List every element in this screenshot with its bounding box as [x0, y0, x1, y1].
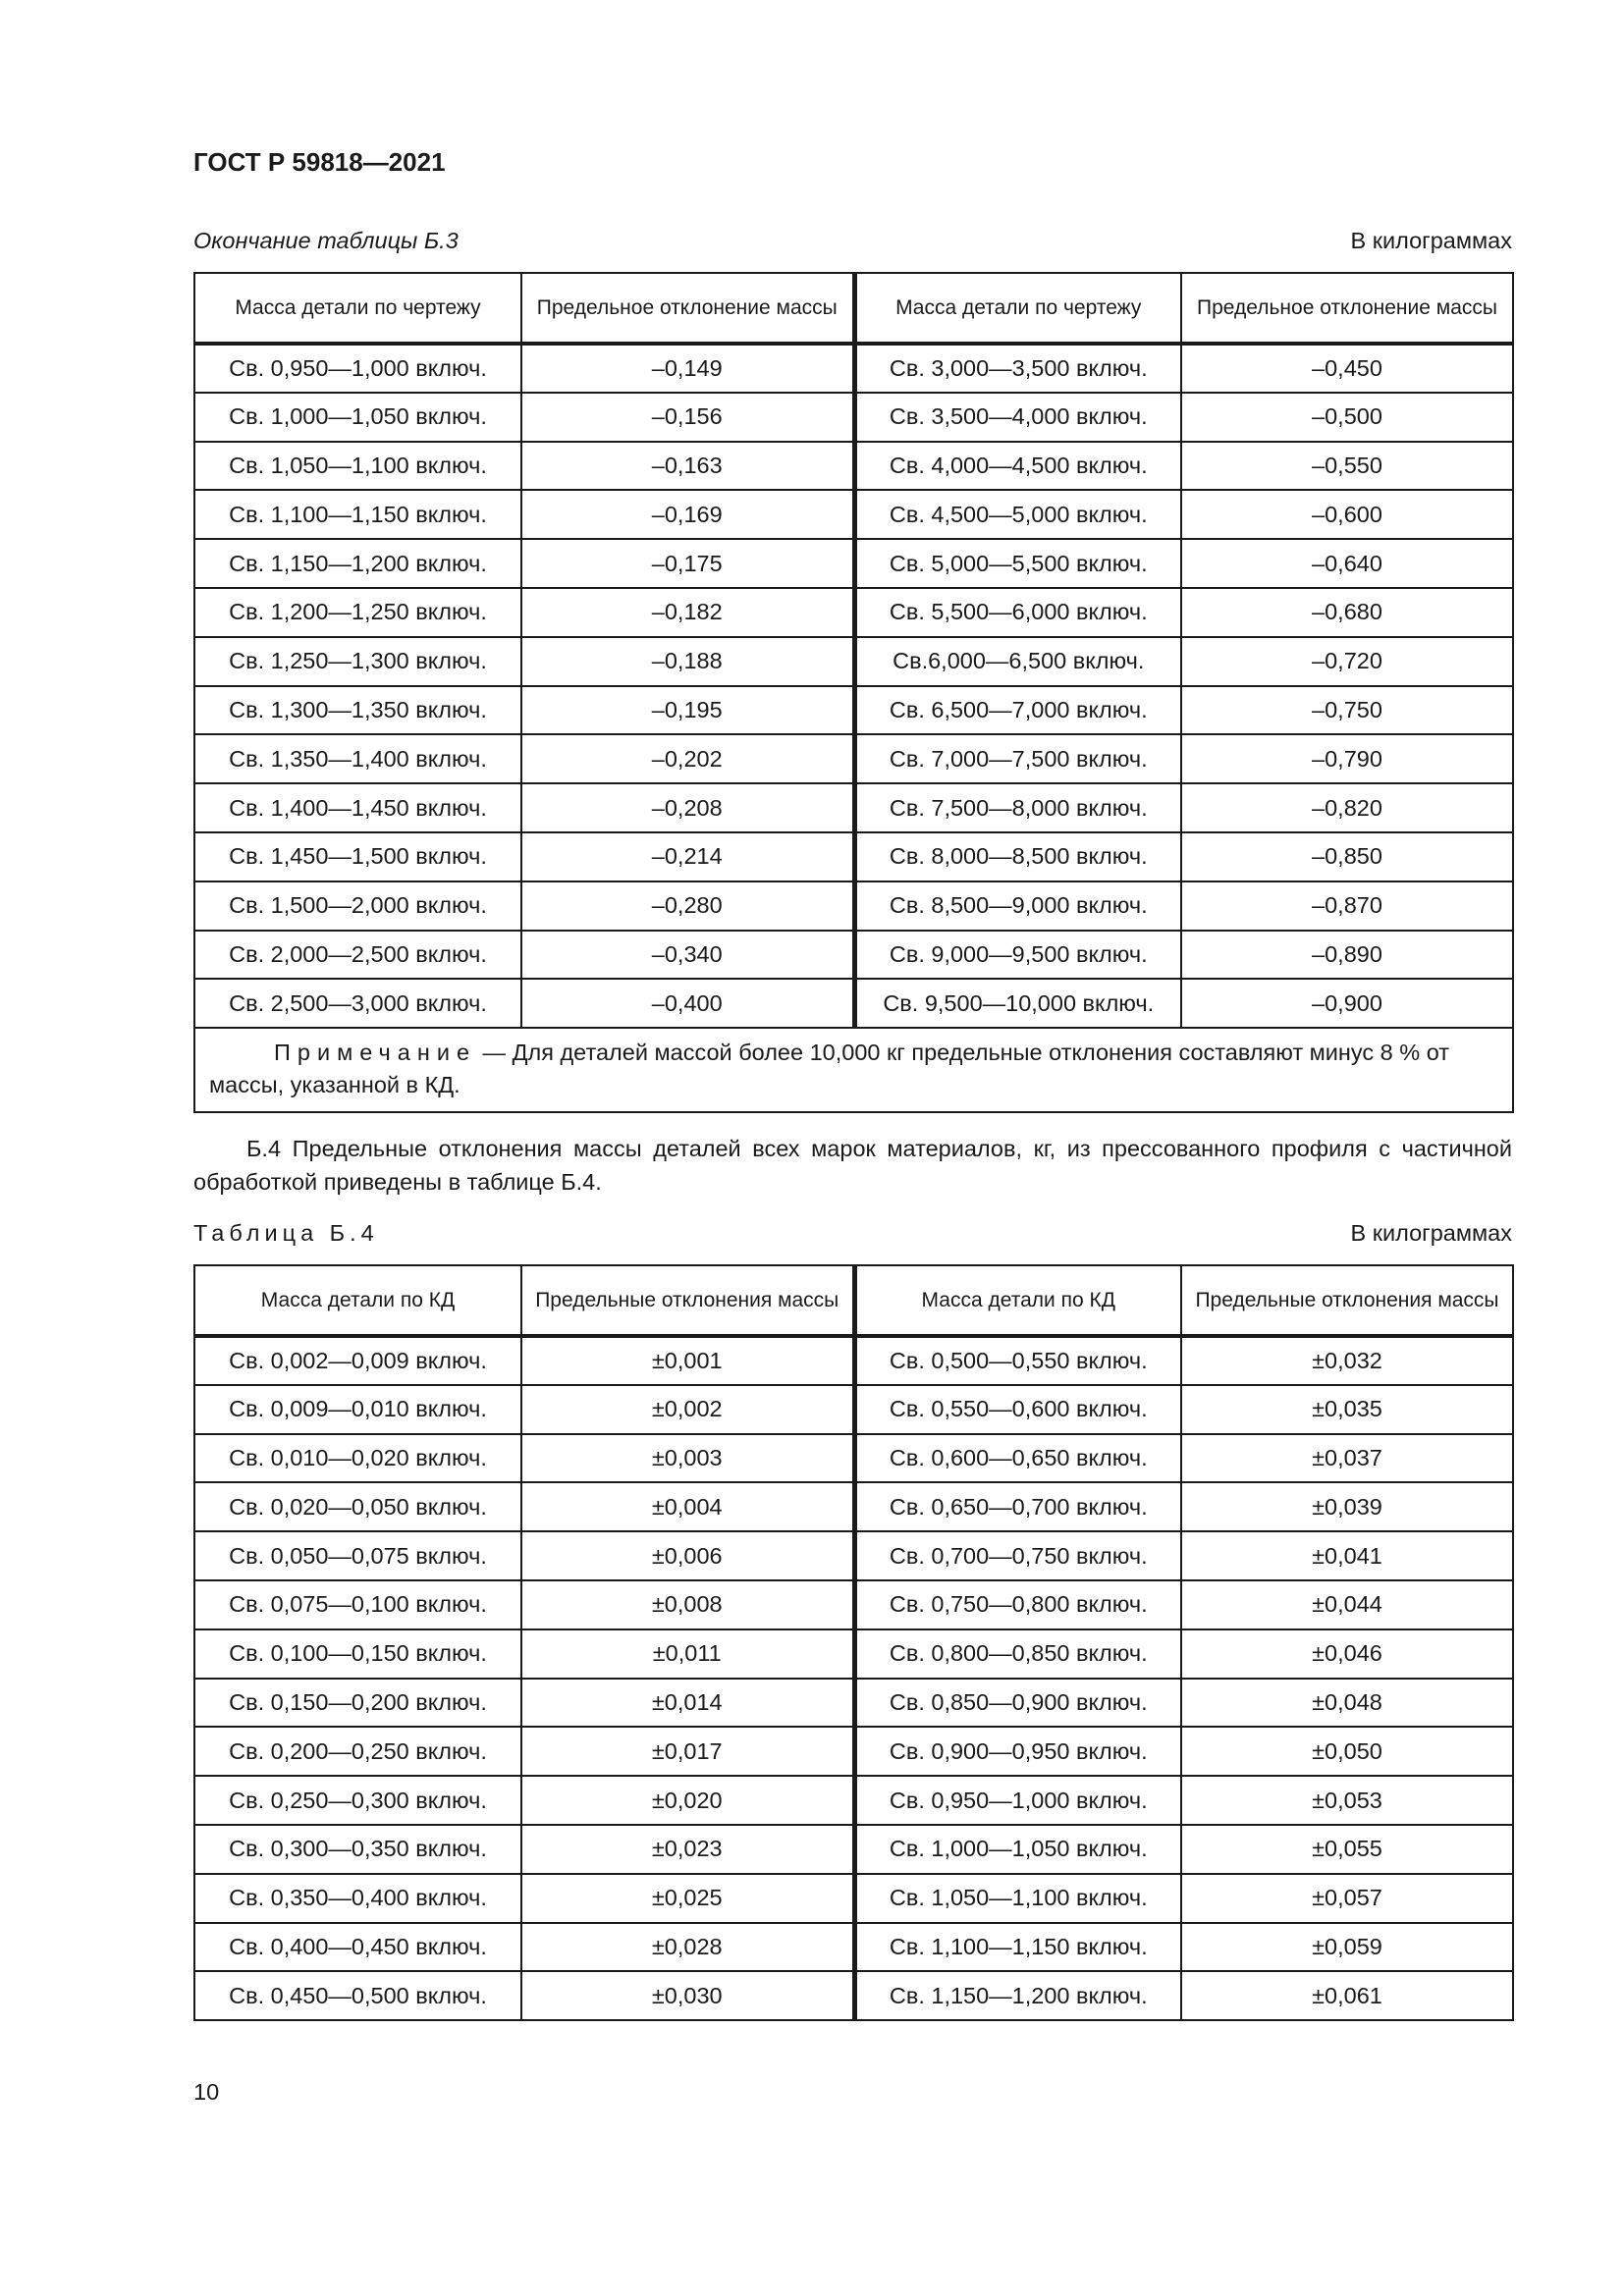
table-row	[194, 979, 1513, 1028]
mass-range-cell: Св. 0,150—0,200 включ.	[194, 1679, 521, 1728]
mass-range-cell: Св. 0,075—0,100 включ.	[194, 1580, 521, 1629]
deviation-cell: ±0,011	[521, 1629, 854, 1679]
mass-range-cell: Св. 2,000—2,500 включ.	[194, 931, 521, 980]
mass-range-cell: Св. 1,350—1,400 включ.	[194, 734, 521, 783]
mass-range-cell: Св. 9,500—10,000 включ.	[854, 979, 1181, 1028]
mass-range-cell: Св. 1,250—1,300 включ.	[194, 637, 521, 686]
table-row	[194, 490, 1513, 539]
table-row	[194, 1727, 1513, 1776]
mass-range-cell: Св. 9,000—9,500 включ.	[854, 931, 1181, 980]
deviation-cell: ±0,028	[521, 1923, 854, 1972]
deviation-cell: ±0,055	[1181, 1825, 1513, 1874]
deviation-cell: –0,500	[1181, 393, 1513, 442]
deviation-cell: ±0,037	[1181, 1434, 1513, 1483]
mass-range-cell: Св. 1,050—1,100 включ.	[194, 442, 521, 491]
deviation-cell: –0,169	[521, 490, 854, 539]
mass-range-cell: Св. 4,000—4,500 включ.	[854, 442, 1181, 491]
mass-range-cell: Св. 3,500—4,000 включ.	[854, 393, 1181, 442]
deviation-cell: –0,280	[521, 881, 854, 931]
deviation-cell: –0,450	[1181, 344, 1513, 393]
table-b4-caption: Таблица Б.4	[193, 1220, 379, 1246]
deviation-cell: ±0,053	[1181, 1776, 1513, 1825]
table-b3-caption: Окончание таблицы Б.3	[193, 228, 459, 253]
mass-range-cell: Св. 0,550—0,600 включ.	[854, 1385, 1181, 1434]
mass-range-cell: Св. 1,300—1,350 включ.	[194, 686, 521, 735]
deviation-cell: –0,640	[1181, 539, 1513, 588]
deviation-cell: ±0,017	[521, 1727, 854, 1776]
mass-range-cell: Св. 1,100—1,150 включ.	[854, 1923, 1181, 1972]
mass-range-cell: Св. 1,000—1,050 включ.	[854, 1825, 1181, 1874]
deviation-cell: ±0,006	[521, 1531, 854, 1580]
table-row	[194, 344, 1513, 393]
mass-range-cell: Св. 0,600—0,650 включ.	[854, 1434, 1181, 1483]
table-row	[194, 832, 1513, 881]
mass-range-cell: Св. 0,650—0,700 включ.	[854, 1482, 1181, 1531]
deviation-cell: ±0,035	[1181, 1385, 1513, 1434]
mass-range-cell: Св. 0,002—0,009 включ.	[194, 1336, 521, 1385]
deviation-cell: ±0,030	[521, 1971, 854, 2020]
table-row	[194, 1629, 1513, 1679]
note-label: Примечание	[274, 1040, 477, 1066]
table-row	[194, 539, 1513, 588]
table-row	[194, 1971, 1513, 2020]
table-row	[194, 1825, 1513, 1874]
mass-range-cell: Св. 5,500—6,000 включ.	[854, 588, 1181, 637]
deviation-cell: ±0,008	[521, 1580, 854, 1629]
deviation-cell: ±0,023	[521, 1825, 854, 1874]
table-row	[194, 442, 1513, 491]
deviation-cell: ±0,032	[1181, 1336, 1513, 1385]
table-row	[194, 1434, 1513, 1483]
mass-range-cell: Св. 0,100—0,150 включ.	[194, 1629, 521, 1679]
mass-range-cell: Св. 8,000—8,500 включ.	[854, 832, 1181, 881]
deviation-cell: ±0,044	[1181, 1580, 1513, 1629]
deviation-cell: –0,750	[1181, 686, 1513, 735]
mass-range-cell: Св. 0,020—0,050 включ.	[194, 1482, 521, 1531]
header-cell: Масса детали по чертежу	[854, 273, 1181, 344]
header-cell: Предельные отклонения массы	[521, 1265, 854, 1336]
mass-range-cell: Св. 1,400—1,450 включ.	[194, 783, 521, 832]
deviation-cell: ±0,020	[521, 1776, 854, 1825]
table-row	[194, 881, 1513, 931]
deviation-cell: –0,182	[521, 588, 854, 637]
mass-range-cell: Св. 0,950—1,000 включ.	[854, 1776, 1181, 1825]
mass-range-cell: Св. 1,500—2,000 включ.	[194, 881, 521, 931]
note-text: — Для деталей массой более 10,000 кг предельные отклонения составляют минус 8 % от массы, указанной в КД.	[209, 1040, 1450, 1098]
mass-range-cell: Св. 1,450—1,500 включ.	[194, 832, 521, 881]
deviation-cell: ±0,004	[521, 1482, 854, 1531]
deviation-cell: –0,214	[521, 832, 854, 881]
table-row	[194, 734, 1513, 783]
mass-range-cell: Св. 0,400—0,450 включ.	[194, 1923, 521, 1972]
deviation-cell: –0,900	[1181, 979, 1513, 1028]
deviation-cell: –0,208	[521, 783, 854, 832]
mass-range-cell: Св. 0,450—0,500 включ.	[194, 1971, 521, 2020]
table-row	[194, 588, 1513, 637]
mass-range-cell: Св. 1,150—1,200 включ.	[854, 1971, 1181, 2020]
table-b4-caption-row	[193, 1220, 1512, 1247]
document-id: ГОСТ Р 59818—2021	[193, 147, 446, 177]
deviation-cell: –0,156	[521, 393, 854, 442]
deviation-cell: ±0,059	[1181, 1923, 1513, 1972]
table-row	[194, 1923, 1513, 1972]
mass-range-cell: Св. 0,300—0,350 включ.	[194, 1825, 521, 1874]
mass-range-cell: Св. 0,200—0,250 включ.	[194, 1727, 521, 1776]
deviation-cell: –0,850	[1181, 832, 1513, 881]
deviation-cell: –0,175	[521, 539, 854, 588]
deviation-cell: ±0,046	[1181, 1629, 1513, 1679]
deviation-cell: –0,890	[1181, 931, 1513, 980]
table-row	[194, 1482, 1513, 1531]
deviation-cell: ±0,025	[521, 1874, 854, 1923]
table-b3-caption-row	[193, 228, 1512, 254]
table-note-row	[194, 1028, 1513, 1112]
mass-range-cell: Св. 0,950—1,000 включ.	[194, 344, 521, 393]
mass-range-cell: Св. 0,700—0,750 включ.	[854, 1531, 1181, 1580]
deviation-cell: –0,400	[521, 979, 854, 1028]
table-b4-header-row	[194, 1265, 1513, 1336]
table-row	[194, 1874, 1513, 1923]
mass-range-cell: Св. 0,250—0,300 включ.	[194, 1776, 521, 1825]
table-b4	[193, 1264, 1514, 2021]
paragraph-b4	[193, 1132, 1512, 1199]
deviation-cell: ±0,014	[521, 1679, 854, 1728]
header-cell: Масса детали по чертежу	[194, 273, 521, 344]
deviation-cell: ±0,002	[521, 1385, 854, 1434]
deviation-cell: –0,820	[1181, 783, 1513, 832]
deviation-cell: ±0,050	[1181, 1727, 1513, 1776]
deviation-cell: ±0,003	[521, 1434, 854, 1483]
deviation-cell: –0,790	[1181, 734, 1513, 783]
deviation-cell: –0,600	[1181, 490, 1513, 539]
mass-range-cell: Св. 1,200—1,250 включ.	[194, 588, 521, 637]
header-cell: Предельное отклонение массы	[1181, 273, 1513, 344]
table-row	[194, 931, 1513, 980]
mass-range-cell: Св. 0,800—0,850 включ.	[854, 1629, 1181, 1679]
mass-range-cell: Св. 0,500—0,550 включ.	[854, 1336, 1181, 1385]
table-b3	[193, 272, 1514, 1113]
deviation-cell: –0,195	[521, 686, 854, 735]
table-row	[194, 1679, 1513, 1728]
deviation-cell: –0,720	[1181, 637, 1513, 686]
header-cell: Масса детали по КД	[194, 1265, 521, 1336]
mass-range-cell: Св. 0,010—0,020 включ.	[194, 1434, 521, 1483]
table-b3-header-row	[194, 273, 1513, 344]
table-b3-units: В килограммах	[1350, 228, 1512, 253]
mass-range-cell: Св. 7,000—7,500 включ.	[854, 734, 1181, 783]
deviation-cell: –0,550	[1181, 442, 1513, 491]
deviation-cell: –0,680	[1181, 588, 1513, 637]
deviation-cell: ±0,041	[1181, 1531, 1513, 1580]
mass-range-cell: Св. 6,500—7,000 включ.	[854, 686, 1181, 735]
table-row	[194, 1776, 1513, 1825]
header-cell: Предельное отклонение массы	[521, 273, 854, 344]
page-number: 10	[193, 2079, 220, 2105]
table-row	[194, 783, 1513, 832]
mass-range-cell: Св. 4,500—5,000 включ.	[854, 490, 1181, 539]
mass-range-cell: Св. 0,850—0,900 включ.	[854, 1679, 1181, 1728]
mass-range-cell: Св. 8,500—9,000 включ.	[854, 881, 1181, 931]
deviation-cell: –0,188	[521, 637, 854, 686]
mass-range-cell: Св. 5,000—5,500 включ.	[854, 539, 1181, 588]
table-note	[194, 1028, 1513, 1112]
deviation-cell: ±0,001	[521, 1336, 854, 1385]
mass-range-cell: Св. 1,050—1,100 включ.	[854, 1874, 1181, 1923]
mass-range-cell: Св. 0,750—0,800 включ.	[854, 1580, 1181, 1629]
mass-range-cell: Св. 2,500—3,000 включ.	[194, 979, 521, 1028]
mass-range-cell: Св. 0,900—0,950 включ.	[854, 1727, 1181, 1776]
mass-range-cell: Св. 1,100—1,150 включ.	[194, 490, 521, 539]
mass-range-cell: Св.6,000—6,500 включ.	[854, 637, 1181, 686]
table-row	[194, 1385, 1513, 1434]
mass-range-cell: Св. 1,000—1,050 включ.	[194, 393, 521, 442]
table-row	[194, 1336, 1513, 1385]
deviation-cell: –0,163	[521, 442, 854, 491]
mass-range-cell: Св. 0,350—0,400 включ.	[194, 1874, 521, 1923]
mass-range-cell: Св. 0,050—0,075 включ.	[194, 1531, 521, 1580]
mass-range-cell: Св. 7,500—8,000 включ.	[854, 783, 1181, 832]
deviation-cell: –0,870	[1181, 881, 1513, 931]
header-cell: Предельные отклонения массы	[1181, 1265, 1513, 1336]
deviation-cell: ±0,057	[1181, 1874, 1513, 1923]
table-row	[194, 637, 1513, 686]
table-row	[194, 1531, 1513, 1580]
header-cell: Масса детали по КД	[854, 1265, 1181, 1336]
mass-range-cell: Св. 0,009—0,010 включ.	[194, 1385, 521, 1434]
paragraph-b4-text: Б.4 Предельные отклонения массы деталей всех марок материалов, кг, из прессованного профиля с частичной обработкой приведены в таблице Б.4.	[193, 1136, 1512, 1195]
deviation-cell: –0,202	[521, 734, 854, 783]
deviation-cell: ±0,061	[1181, 1971, 1513, 2020]
table-b4-units: В килограммах	[1350, 1220, 1512, 1246]
table-row	[194, 1580, 1513, 1629]
table-row	[194, 686, 1513, 735]
table-row	[194, 393, 1513, 442]
deviation-cell: ±0,039	[1181, 1482, 1513, 1531]
mass-range-cell: Св. 1,150—1,200 включ.	[194, 539, 521, 588]
deviation-cell: –0,149	[521, 344, 854, 393]
deviation-cell: ±0,048	[1181, 1679, 1513, 1728]
mass-range-cell: Св. 3,000—3,500 включ.	[854, 344, 1181, 393]
deviation-cell: –0,340	[521, 931, 854, 980]
